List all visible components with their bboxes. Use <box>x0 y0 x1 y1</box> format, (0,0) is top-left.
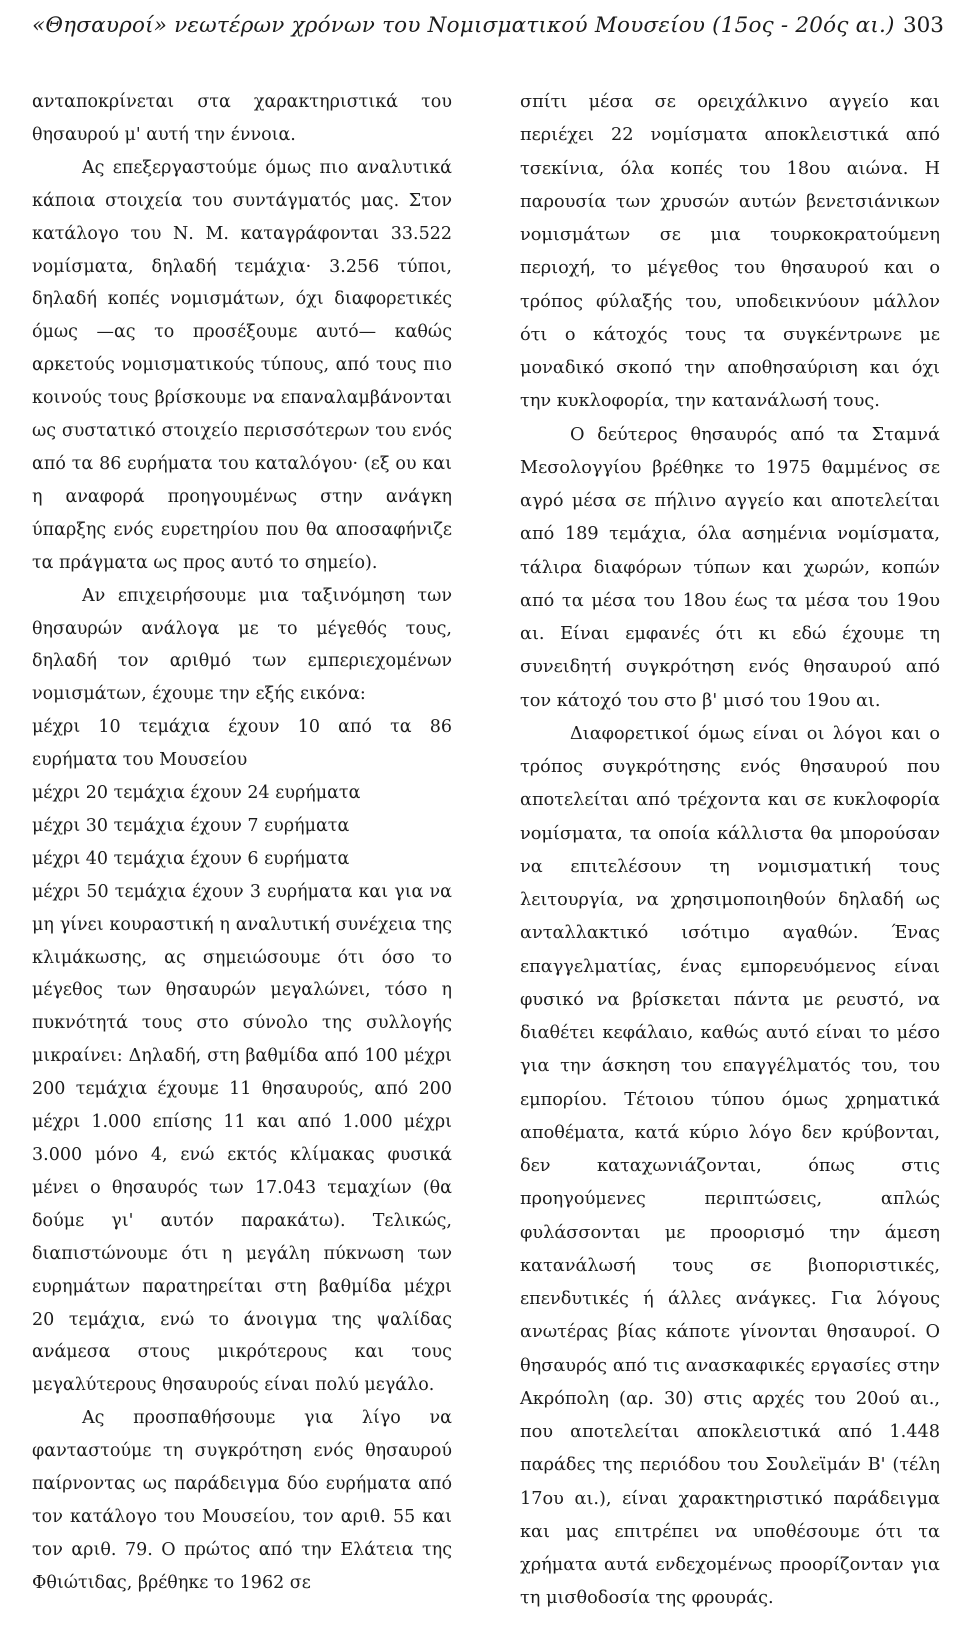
paragraph: Αν επιχειρήσουμε μια ταξινόμηση των θησαυρών ανάλογα με το μέγεθός τους, δηλαδή τον αριθμό των εμπεριεχομένων νομισμάτων, έχουμε την εξής εικόνα: <box>32 585 452 705</box>
list-item: μέχρι 40 τεμάχια έχουν 6 ευρήματα <box>32 848 350 869</box>
paragraph: Διαφορετικοί όμως είναι οι λόγοι και ο τρόπος συγκρότησης ενός θησαυρού που αποτελείται από τρέχοντα και σε κυκλοφορία νομίσματα, τα οποία κάλλιστα θα μπορούσαν να επιτελέσουν τη νομισματική τους λειτουργία, να χρησιμοποιηθούν δηλαδή ως ανταλλακτικό ισότιμο αγαθών. Ένας επαγγελματίας, ένας εμπορευόμενος είναι φυσικό να βρίσκεται πάντα με ρευστό, να διαθέτει κεφάλαιο, καθώς αυτό είναι το μέσο για την άσκηση του επαγγέλματός του, του εμπορίου. Τέτοιου τύπου όμως χρηματικά αποθέματα, κατά κύριο λόγο δεν κρύβονται, δεν καταχωνιάζονται, όπως στις προηγούμενες περιπτώσεις, απλώς φυλάσσονται με προορισμό την άμεση κατανάλωσή τους σε βιοποριστικές, επενδυτικές ή άλλες ανάγκες. Για λόγους ανωτέρας βίας κάποτε γίνονται θησαυροί. Ο θησαυρός από τις ανασκαφικές εργασίες στην Ακρόπολη (αρ. 30) στις αρχές του 20ού αι., που αποτελείται αποκλειστικά από 1.448 παράδες της περιόδου του Σουλεϊμάν Β' (τέλη 17ου αι.), είναι χαρακτηριστικό παράδειγμα και μας επιτρέπει να υποθέσουμε ότι τα χρήματα αυτά ενδεχομένως προορίζονταν για τη μισθοδοσία της φρουράς. <box>520 723 940 1609</box>
paragraph: Ας επεξεργαστούμε όμως πιο αναλυτικά κάποια στοιχεία του συντάγματός μας. Στον κατάλογο του Ν. Μ. καταγράφονται 33.522 νομίσματα, δηλαδή τεμάχια· 3.256 τύποι, δηλαδή κοπές νομισμάτων, όχι διαφορετικές όμως —ας το προσέξουμε αυτό— καθώς αρκετούς νομισματικούς τύπους, από τους πιο κοινούς τους βρίσκουμε να επαναλαμβάνονται ως συστατικό στοιχείο περισσότερων του ενός από τα 86 ευρήματα του καταλόγου· (εξ ου και η αναφορά προηγουμένως στην ανάγκη ύπαρξης ενός ευρετηρίου που θα αποσαφήνιζε τα πράγματα ως προς αυτό το σημείο). <box>32 157 452 573</box>
left-column <box>32 86 452 1600</box>
running-head <box>32 8 944 44</box>
list-item: μέχρι 30 τεμάχια έχουν 7 ευρήματα <box>32 815 350 836</box>
paragraph: ανταποκρίνεται στα χαρακτηριστικά του θησαυρού μ' αυτή την έννοια. <box>32 92 452 145</box>
paragraph: Ο δεύτερος θησαυρός από τα Σταμνά Μεσολογγίου βρέθηκε το 1975 θαμμένος σε αγρό μέσα σε πήλινο αγγείο και αποτελείται από 189 τεμάχια, όλα ασημένια νομίσματα, τάλιρα διαφόρων τύπων και χωρών, κοπών από τα μέσα του 18ου έως τα μέσα του 19ου αι. Είναι εμφανές ότι κι εδώ έχουμε τη συνειδητή συγκρότηση ενός θησαυρού από τον κάτοχό του στο β' μισό του 19ου αι. <box>520 424 940 711</box>
right-column <box>520 86 940 1616</box>
page-number: 303 <box>902 13 944 38</box>
running-title: «Θησαυροί» νεωτέρων χρόνων του Νομισματικού Μουσείου (15ος - 20ός αι.) <box>32 13 895 38</box>
paragraph: Ας προσπαθήσουμε για λίγο να φανταστούμε τη συγκρότηση ενός θησαυρού παίρνοντας ως παράδειγμα δύο ευρήματα από τον κατάλογο του Μουσείου, τον αριθ. 55 και τον αριθ. 79. Ο πρώτος από την Ελάτεια της Φθιώτιδας, βρέθηκε το 1962 σε <box>32 1408 452 1593</box>
list-item: μέχρι 10 τεμάχια έχουν 10 από τα 86 ευρήματα του Μουσείου <box>32 717 452 771</box>
paragraph: σπίτι μέσα σε ορειχάλκινο αγγείο και περιέχει 22 νομίσματα αποκλειστικά από τσεκίνια, όλα κοπές του 18ου αιώνα. Η παρουσία των χρυσών αυτών βενετσιάνικων νομισμάτων σε μια τουρκοκρατούμενη περιοχή, το μέγεθος του θησαυρού και ο τρόπος φύλαξής του, υποδεικνύουν μάλλον ότι ο κάτοχός τους τα συγκέντρωνε με μοναδικό σκοπό την αποθησαύριση και όχι την κυκλοφορία, την κατανάλωσή τους. <box>520 92 940 412</box>
list-item: μέχρι 20 τεμάχια έχουν 24 ευρήματα <box>32 783 361 804</box>
paragraph: μέχρι 50 τεμάχια έχουν 3 ευρήματα και για να μη γίνει κουραστική η αναλυτική συνέχεια της κλιμάκωσης, ας σημειώσουμε ότι όσο το μέγεθος των θησαυρών μεγαλώνει, τόσο η πυκνότητά τους στο σύνολο της συλλογής μικραίνει: Δηλαδή, στη βαθμίδα από 100 μέχρι 200 τεμάχια έχουμε 11 θησαυρούς, από 200 μέχρι 1.000 επίσης 11 και από 1.000 μέχρι 3.000 μόνο 4, ενώ εκτός κλίμακας φυσικά μένει ο θησαυρός των 17.043 τεμαχίων (θα δούμε γι' αυτόν παρακάτω). Τελικώς, διαπιστώνουμε ότι η μεγάλη πύκνωση των ευρημάτων παρατηρείται στη βαθμίδα μέχρι 20 τεμάχια, ενώ το άνοιγμα της ψαλίδας ανάμεσα στους μικρότερους και τους μεγαλύτερους θησαυρούς είναι πολύ μεγάλο. <box>32 881 452 1396</box>
